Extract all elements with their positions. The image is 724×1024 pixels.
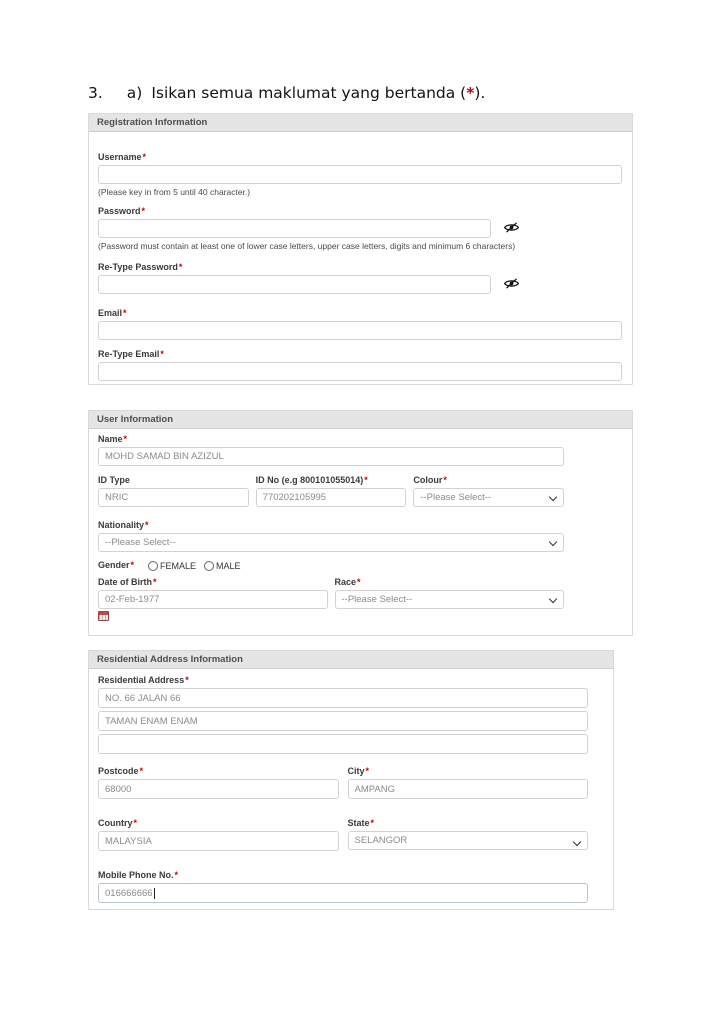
instruction-text-end: ). <box>474 84 486 102</box>
state-label: State* <box>347 818 375 828</box>
instruction-title <box>88 84 485 102</box>
date-of-birth-input[interactable] <box>98 590 328 609</box>
eye-slash-icon[interactable] <box>504 278 519 289</box>
residential-address-panel-header: Residential Address Information <box>89 651 613 669</box>
registration-panel-header: Registration Information <box>89 114 632 132</box>
required-star: * <box>466 84 475 102</box>
residential-address-panel <box>88 650 614 910</box>
instruction-text: Isikan semua maklumat yang bertanda ( <box>151 84 467 102</box>
text-cursor <box>154 888 155 899</box>
nationality-select[interactable]: --Please Select-- <box>98 533 564 552</box>
calendar-icon[interactable] <box>98 611 109 621</box>
retype-email-input[interactable] <box>98 362 622 381</box>
city-label: City* <box>347 766 370 776</box>
radio-female[interactable] <box>148 561 158 571</box>
mobile-phone-input[interactable]: 016666666 <box>98 883 588 903</box>
nationality-label: Nationality* <box>98 520 149 530</box>
id-type-input[interactable] <box>98 488 249 507</box>
email-label: Email* <box>98 308 127 318</box>
postcode-label: Postcode* <box>98 766 144 776</box>
address-line2-input[interactable] <box>98 711 588 731</box>
radio-male[interactable] <box>204 561 214 571</box>
postcode-input[interactable] <box>98 779 339 799</box>
user-information-panel-header: User Information <box>89 411 632 429</box>
email-input[interactable] <box>98 321 622 340</box>
chevron-down-icon <box>573 838 581 846</box>
name-label: Name* <box>98 434 128 444</box>
instruction-number: 3. <box>88 84 103 102</box>
retype-password-input[interactable] <box>98 275 491 294</box>
chevron-down-icon <box>549 595 557 603</box>
user-information-panel <box>88 410 633 636</box>
id-no-input[interactable] <box>256 488 407 507</box>
registration-panel <box>88 113 633 385</box>
retype-password-label: Re-Type Password* <box>98 262 183 272</box>
username-hint: (Please key in from 5 until 40 character.) <box>98 187 251 197</box>
colour-label: Colour* <box>413 475 447 485</box>
instruction-letter: a) <box>126 84 143 102</box>
password-input[interactable] <box>98 219 491 238</box>
address-line1-input[interactable] <box>98 688 588 708</box>
gender-field <box>98 560 564 571</box>
race-label: Race* <box>334 577 361 587</box>
id-type-label: ID Type <box>98 475 130 485</box>
password-label: Password* <box>98 206 146 216</box>
race-select[interactable]: --Please Select-- <box>335 590 565 609</box>
chevron-down-icon <box>549 538 557 546</box>
eye-slash-icon[interactable] <box>504 222 519 233</box>
id-no-label: ID No (e.g 800101055014)* <box>255 475 368 485</box>
colour-select[interactable]: --Please Select-- <box>413 488 564 507</box>
radio-male-label: MALE <box>216 560 241 571</box>
gender-label: Gender* <box>98 560 135 570</box>
date-of-birth-label: Date of Birth* <box>98 577 157 587</box>
address-line3-input[interactable] <box>98 734 588 754</box>
country-label: Country* <box>98 818 138 828</box>
password-hint: (Password must contain at least one of lower case letters, upper case letters, digits and minimum 6 characters) <box>98 241 516 251</box>
name-input[interactable] <box>98 447 564 466</box>
city-input[interactable] <box>348 779 589 799</box>
username-label: Username* <box>98 152 147 162</box>
radio-female-label: FEMALE <box>160 560 197 571</box>
residential-address-label: Residential Address* <box>98 675 189 685</box>
state-select[interactable]: SELANGOR <box>348 831 589 850</box>
username-input[interactable] <box>98 165 622 184</box>
country-input[interactable] <box>98 831 339 851</box>
retype-email-label: Re-Type Email* <box>98 349 164 359</box>
chevron-down-icon <box>549 493 557 501</box>
mobile-phone-label: Mobile Phone No.* <box>98 870 179 880</box>
